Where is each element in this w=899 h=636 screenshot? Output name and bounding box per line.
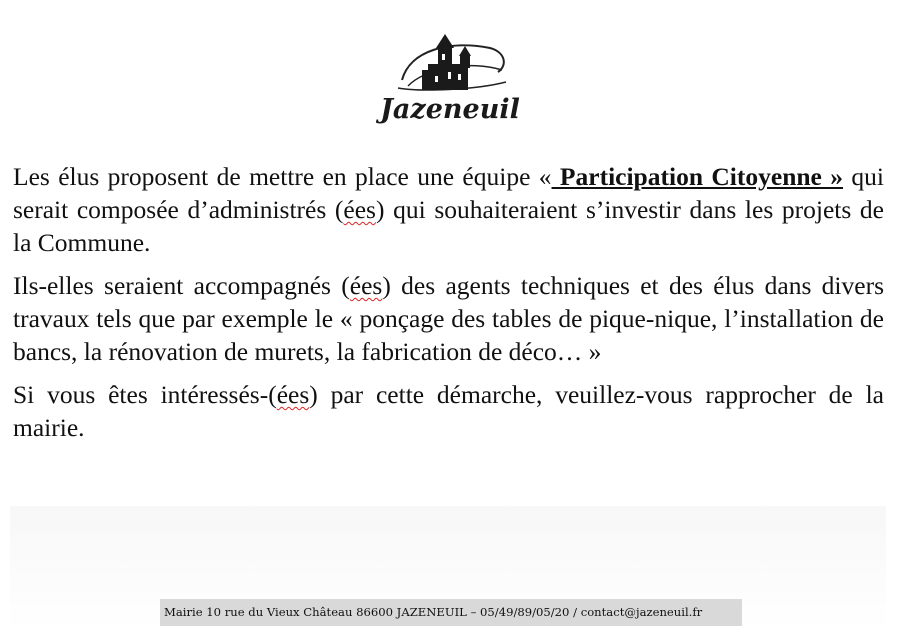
paragraph-1 <box>13 160 884 259</box>
paragraph-2-text-start: Ils-elles seraient accompagnés ( <box>13 271 350 300</box>
paragraph-3-text-end: ) par cette démarche, veuillez-vous rapprocher de la mairie. <box>13 380 884 442</box>
participation-citoyenne-emphasis: Participation Citoyenne » <box>551 162 844 191</box>
paragraph-2-text-end: ) des agents techniques et des élus dans divers travaux tels que par exemple le « ponçage des tables de pique-nique, l’installation de bancs, la rénovation de murets, la fabrication de déco… » <box>13 271 884 366</box>
paragraph-1-text-start: Les élus proposent de mettre en place une équipe « <box>13 162 552 191</box>
paragraph-1-text-end: ) qui souhaiteraient s’investir dans les projets de la Commune. <box>13 195 884 257</box>
paragraph-3-text-start: Si vous êtes intéressés-( <box>13 380 277 409</box>
spellcheck-word: ées <box>343 195 376 224</box>
paragraph-3 <box>13 378 884 444</box>
spellcheck-word: ées <box>276 380 310 409</box>
paragraph-1-text-middle: qui serait composée d’administrés ( <box>13 162 884 224</box>
footer-contact-line: Mairie 10 rue du Vieux Château 86600 JAZENEUIL – 05/49/89/05/20 / contact@jazeneuil.fr <box>160 599 742 626</box>
document-body <box>13 160 884 454</box>
castle-logo-icon <box>380 30 520 100</box>
spellcheck-word: ées <box>349 271 383 300</box>
logo <box>380 30 520 132</box>
paragraph-2 <box>13 269 884 368</box>
logo-text: Jazeneuil <box>380 94 520 125</box>
